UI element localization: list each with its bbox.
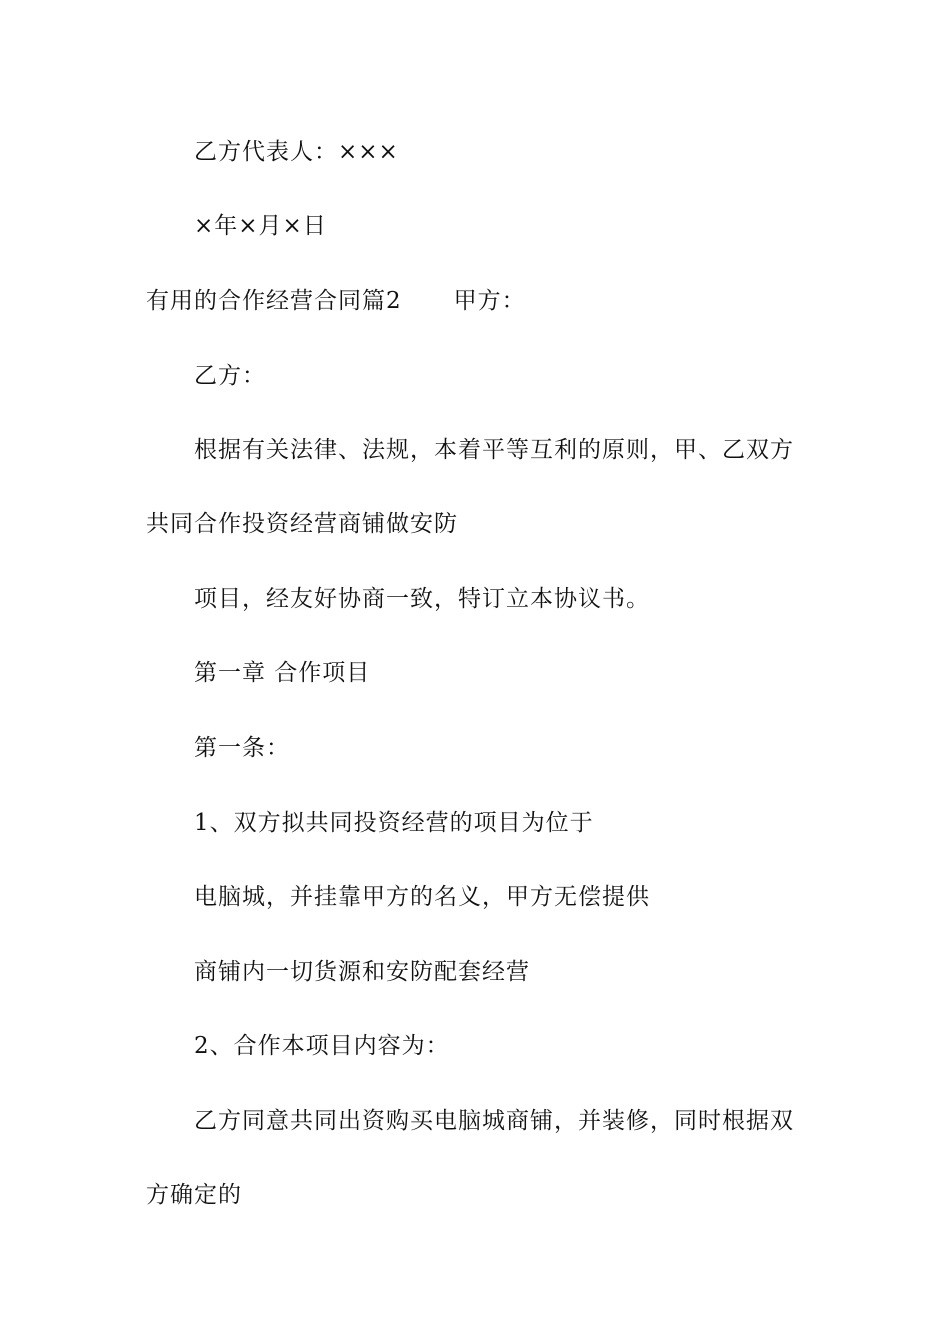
clause-line: 电脑城，并挂靠甲方的名义，甲方无偿提供: [194, 884, 650, 910]
date-line: ×年×月×日: [194, 213, 327, 239]
article-heading: 第一条：: [194, 735, 290, 761]
section-title: 有用的合作经营合同篇2: [146, 288, 402, 314]
clause-line: 商铺内一切货源和安防配套经营: [194, 959, 530, 985]
section-title-line: [146, 286, 526, 316]
body-paragraph-line: 方确定的: [146, 1182, 242, 1208]
party-b-representative-line: 乙方代表人：×××: [194, 139, 399, 165]
body-paragraph-line: 项目，经友好协商一致，特订立本协议书。: [194, 586, 650, 612]
party-a-label: 甲方：: [453, 288, 526, 314]
party-b-label: 乙方：: [194, 363, 266, 389]
clause-line: 2、合作本项目内容为：: [194, 1033, 450, 1059]
clause-line: 1、双方拟共同投资经营的项目为位于: [194, 810, 594, 836]
chapter-heading: 第一章 合作项目: [194, 660, 371, 686]
body-paragraph-line: 共同合作投资经营商铺做安防: [146, 511, 458, 537]
body-paragraph-line: 乙方同意共同出资购买电脑城商铺，并装修，同时根据双: [194, 1108, 794, 1134]
body-paragraph-line: 根据有关法律、法规，本着平等互利的原则，甲、乙双方: [194, 437, 794, 463]
